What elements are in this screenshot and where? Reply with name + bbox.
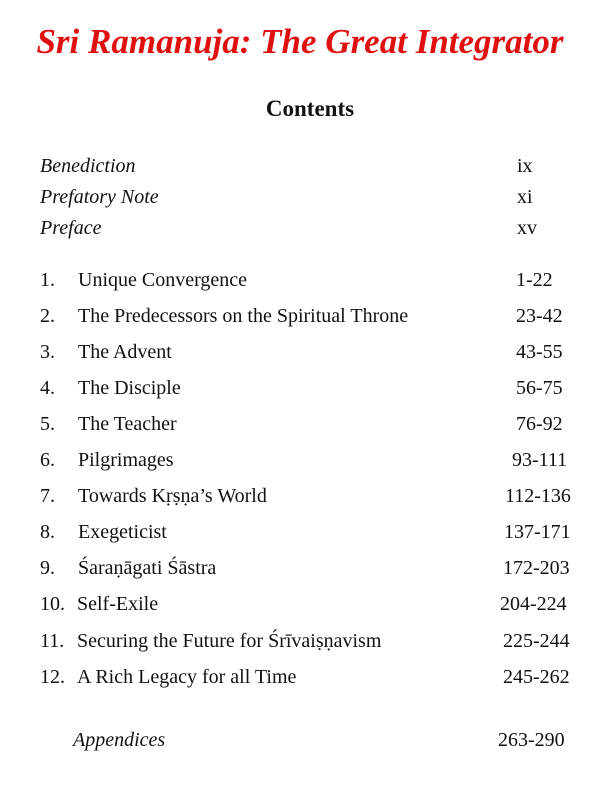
chapter-pages: 137-171 <box>504 521 571 543</box>
chapter-pages: 56-75 <box>516 377 563 399</box>
chapter-number: 9. <box>40 557 55 579</box>
toc-chapter-7 <box>0 482 600 510</box>
chapter-title: A Rich Legacy for all Time <box>77 666 297 688</box>
book-title: Sri Ramanuja: The Great Integrator <box>36 22 564 61</box>
chapter-title: Pilgrimages <box>78 449 174 471</box>
toc-entry-label: Prefatory Note <box>40 186 159 208</box>
chapter-number: 1. <box>40 269 55 291</box>
chapter-number: 5. <box>40 413 55 435</box>
chapter-pages: 1-22 <box>516 269 553 291</box>
chapter-number: 2. <box>40 305 55 327</box>
chapter-title: Towards Kṛṣṇa’s World <box>78 485 267 507</box>
toc-chapter-10 <box>0 590 600 618</box>
toc-chapter-6 <box>0 446 600 474</box>
chapter-pages: 172-203 <box>503 557 570 579</box>
chapter-title: The Disciple <box>78 377 181 399</box>
toc-chapter-3 <box>0 338 600 366</box>
chapter-title: Exegeticist <box>78 521 167 543</box>
toc-entry-benediction <box>0 152 600 180</box>
chapter-number: 7. <box>40 485 55 507</box>
chapter-title: Securing the Future for Śrīvaiṣṇavism <box>77 630 382 652</box>
chapter-pages: 112-136 <box>505 485 571 507</box>
chapter-pages: 23-42 <box>516 305 563 327</box>
chapter-number: 4. <box>40 377 55 399</box>
chapter-number: 8. <box>40 521 55 543</box>
chapter-title: The Predecessors on the Spiritual Throne <box>78 305 409 327</box>
toc-entry-label: Benediction <box>40 155 136 177</box>
chapter-pages: 43-55 <box>516 341 563 363</box>
chapter-number: 3. <box>40 341 55 363</box>
chapter-title: Unique Convergence <box>78 269 248 291</box>
chapter-pages: 204-224 <box>500 593 567 615</box>
chapter-number: 6. <box>40 449 55 471</box>
chapter-pages: 76-92 <box>516 413 563 435</box>
chapter-pages: 225-244 <box>503 630 570 652</box>
chapter-title: Śaraṇāgati Śāstra <box>78 557 217 579</box>
toc-chapter-1 <box>0 266 600 294</box>
chapter-number: 10. <box>40 593 65 615</box>
chapter-pages: 245-262 <box>503 666 570 688</box>
chapter-title: Self-Exile <box>77 593 159 615</box>
appendices-pages: 263-290 <box>498 729 565 751</box>
toc-chapter-2 <box>0 302 600 330</box>
toc-chapter-5 <box>0 410 600 438</box>
toc-chapter-8 <box>0 518 600 546</box>
chapter-number: 11. <box>40 630 65 652</box>
toc-entry-preface <box>0 214 600 242</box>
toc-entry-pages: xv <box>517 217 537 239</box>
chapter-title: The Teacher <box>78 413 177 435</box>
chapter-title: The Advent <box>78 341 172 363</box>
appendices-label: Appendices <box>73 729 166 751</box>
chapter-number: 12. <box>40 666 65 688</box>
toc-entry-pages: ix <box>517 155 533 177</box>
toc-entry-label: Preface <box>40 217 102 239</box>
toc-chapter-11 <box>0 627 600 655</box>
chapter-pages: 93-111 <box>512 449 568 471</box>
toc-chapter-12 <box>0 663 600 691</box>
toc-chapter-9 <box>0 554 600 582</box>
toc-chapter-4 <box>0 374 600 402</box>
toc-entry-appendices <box>0 726 600 754</box>
contents-heading: Contents <box>265 96 355 121</box>
toc-entry-prefatory-note <box>0 183 600 211</box>
toc-entry-pages: xi <box>517 186 533 208</box>
